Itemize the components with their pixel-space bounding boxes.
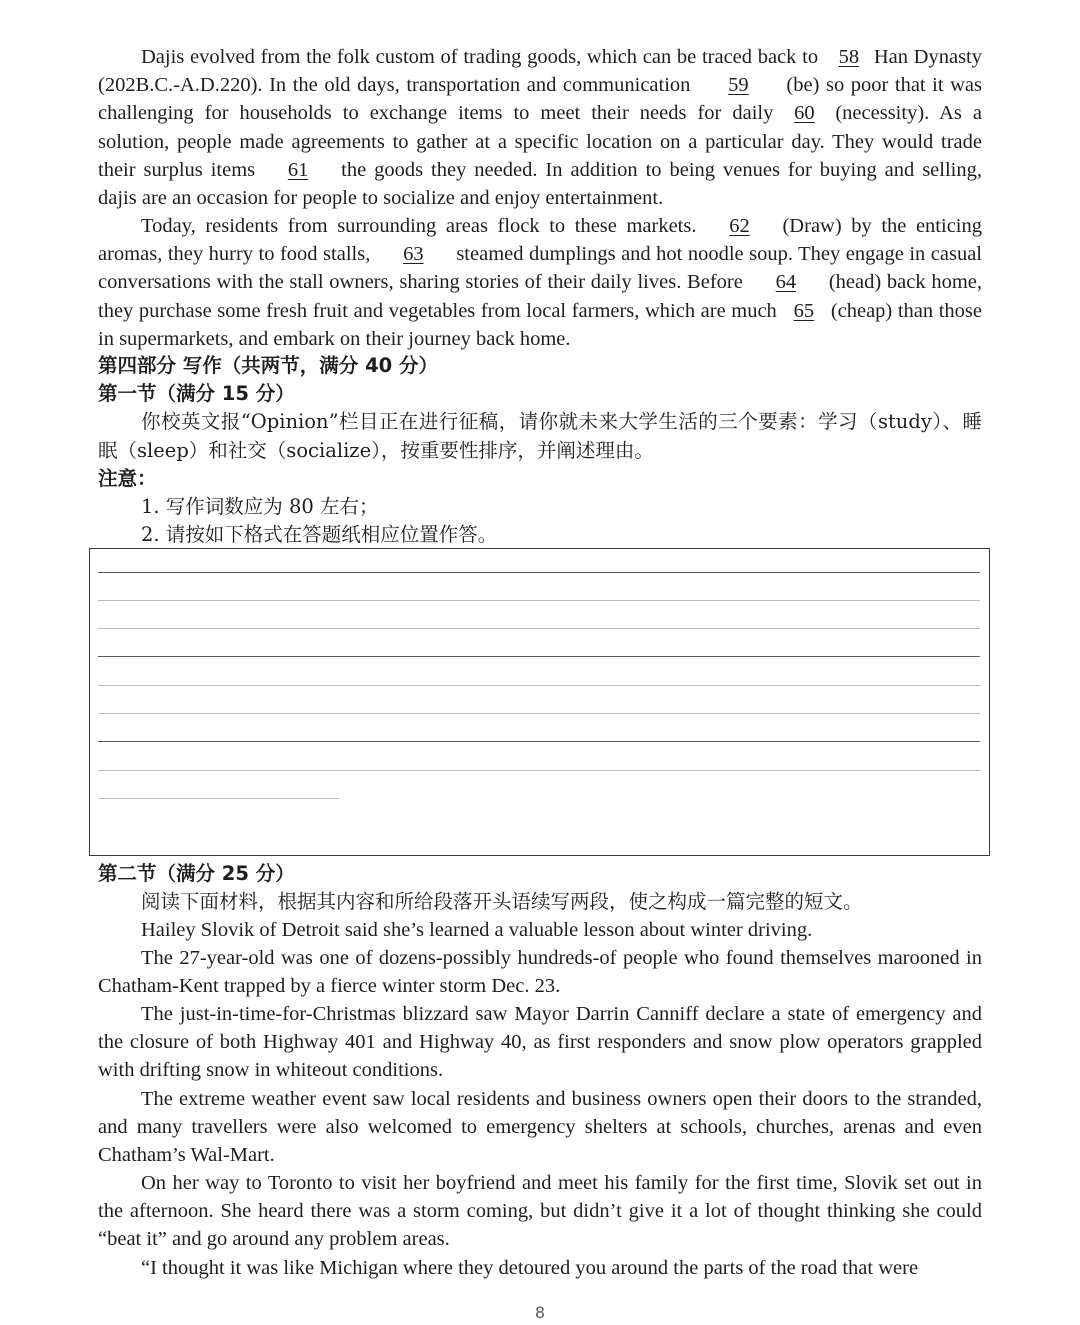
- passage-paragraph-2: Today, residents from surrounding areas flock to these markets. 62 (Draw) by the enticing aromas, they hurry to food stalls, 63 steamed dumplings and hot noodle soup. They engage in casual conversations with the stall owners, sharing stories of their daily lives. Before 64 (head) back home, they purchase some fresh fruit and vegetables from local farmers, which are much 65 (cheap) than those in supermarkets, and embark on their journey back home.: [98, 212, 982, 353]
- writing-line: [98, 798, 339, 799]
- answer-box[interactable]: [89, 548, 990, 856]
- story-paragraph-5: On her way to Toronto to visit her boyfriend and meet his family for the first time, Slovik set out in the afternoon. She heard there was a storm coming, but didn’t give it a lot of thought thinking she could “beat it” and go around any problem areas.: [98, 1172, 982, 1251]
- section2-title: 第二节（满分 25 分）: [98, 862, 295, 885]
- story-paragraph-4: The extreme weather event saw local residents and business owners open their doors to the stranded, and many travellers were also welcomed to emergency shelters at schools, churches, arenas and even Chatham’s Wal-Mart.: [98, 1088, 982, 1167]
- note-item-1: 1. 写作词数应为 80 左右；: [141, 495, 379, 518]
- writing-line: [98, 600, 980, 601]
- story-paragraph-3: The just-in-time-for-Christmas blizzard saw Mayor Darrin Canniff declare a state of emergency and the closure of both Highway 401 and Highway 40, as first responders and snow plow operators grappled with drifting snow in whiteout conditions.: [98, 1003, 982, 1082]
- story-paragraph-6: “I thought it was like Michigan where they detoured you around the parts of the road that were: [141, 1257, 919, 1279]
- writing-line: [98, 685, 980, 686]
- story-paragraph-2: The 27-year-old was one of dozens-possibly hundreds-of people who found themselves marooned in Chatham-Kent trapped by a fierce winter storm Dec. 23.: [98, 947, 982, 998]
- blank-61[interactable]: 61: [287, 158, 309, 181]
- section1-title: 第一节（满分 15 分）: [98, 382, 295, 405]
- note-item-2: 2. 请按如下格式在答题纸相应位置作答。: [141, 523, 498, 546]
- blank-64[interactable]: 64: [775, 271, 797, 294]
- section1-prompt: 你校英文报“Opinion”栏目正在进行征稿，请你就未来大学生活的三个要素：学习（study）、睡眠（sleep）和社交（socialize），按重要性排序，并阐述理由。: [98, 410, 982, 462]
- page-number: 8: [535, 1303, 545, 1322]
- story-paragraph-1: Hailey Slovik of Detroit said she’s learned a valuable lesson about winter driving.: [141, 919, 813, 941]
- blank-63[interactable]: 63: [403, 243, 424, 266]
- blank-60[interactable]: 60: [794, 102, 815, 125]
- writing-line: [98, 628, 980, 629]
- blank-58[interactable]: 58: [838, 46, 860, 68]
- passage-paragraph-1: Dajis evolved from the folk custom of trading goods, which can be traced back to 58 Han Dynasty (202B.C.-A.D.220). In the old days, transportation and communication 59 (be) so poor that it was challenging for households to exchange items to meet their needs for daily 60 (necessity). As a solution, people made agreements to gather at a specific location on a particular day. They would trade their surplus items 61 the goods they needed. In addition to being venues for buying and selling, dajis are an occasion for people to socialize and enjoy entertainment.: [98, 43, 982, 212]
- blank-65[interactable]: 65: [793, 299, 815, 322]
- writing-line: [98, 572, 980, 573]
- writing-line: [98, 741, 980, 742]
- writing-line: [98, 713, 980, 714]
- writing-line: [98, 770, 980, 771]
- blank-59[interactable]: 59: [728, 74, 749, 97]
- part4-title: 第四部分 写作（共两节，满分 40 分）: [98, 354, 439, 377]
- section2-prompt: 阅读下面材料，根据其内容和所给段落开头语续写两段，使之构成一篇完整的短文。: [141, 890, 863, 913]
- blank-62[interactable]: 62: [729, 215, 750, 237]
- writing-line: [98, 656, 980, 657]
- note-label: 注意：: [98, 467, 157, 490]
